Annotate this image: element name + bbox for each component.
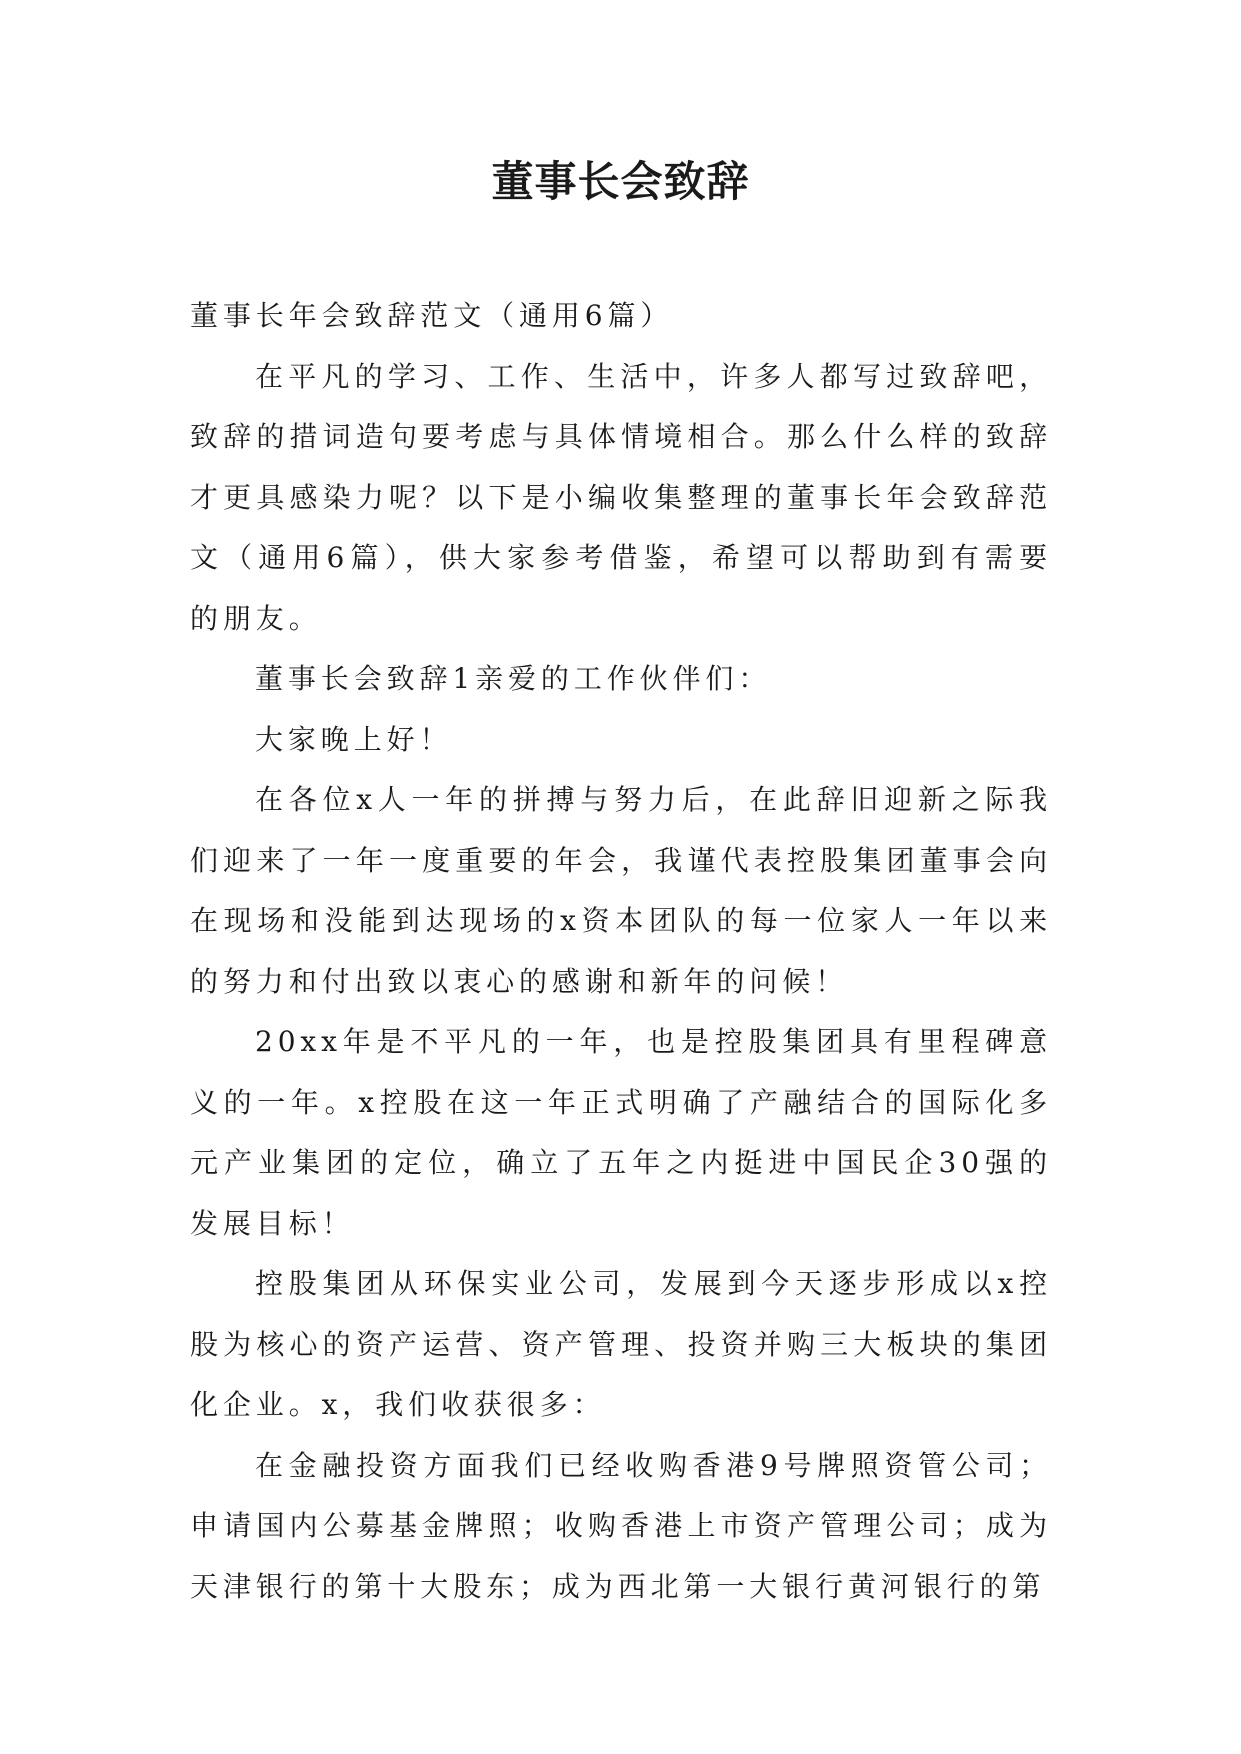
document-title: 董事长会致辞 <box>491 157 750 206</box>
paragraph-intro: 在平凡的学习、工作、生活中，许多人都写过致辞吧，致辞的措词造句要考虑与具体情境相合。那么什么样的致辞才更具感染力呢？以下是小编收集整理的董事长年会致辞范文（通用6篇），供大家参考借鉴，希望可以帮助到有需要的朋友。 <box>190 359 1052 635</box>
paragraph-salutation: 董事长会致辞1亲爱的工作伙伴们： <box>255 662 772 695</box>
paragraph-development: 控股集团从环保实业公司，发展到今天逐步形成以x控股为核心的资产运营、资产管理、投资并购三大板块的集团化企业。x，我们收获很多： <box>190 1267 1052 1421</box>
paragraph-finance: 在金融投资方面我们已经收购香港9号牌照资管公司；申请国内公募基金牌照；收购香港上市资产管理公司；成为天津银行的第十大股东；成为西北第一大银行黄河银行的第 <box>190 1448 1052 1603</box>
paragraph-milestone: 20xx年是不平凡的一年，也是控股集团具有里程碑意义的一年。x控股在这一年正式明确了产融结合的国际化多元产业集团的定位，确立了五年之内挺进中国民企30强的发展目标！ <box>190 1025 1052 1240</box>
paragraph-subtitle: 董事长年会致辞范文（通用6篇） <box>190 299 674 332</box>
paragraph-thanks: 在各位x人一年的拼搏与努力后，在此辞旧迎新之际我们迎来了一年一度重要的年会，我谨代表控股集团董事会向在现场和没能到达现场的x资本团队的每一位家人一年以来的努力和付出致以衷心的感谢和新年的问候！ <box>190 783 1052 998</box>
paragraph-greeting: 大家晚上好！ <box>255 722 453 756</box>
document-body <box>190 286 1052 1617</box>
